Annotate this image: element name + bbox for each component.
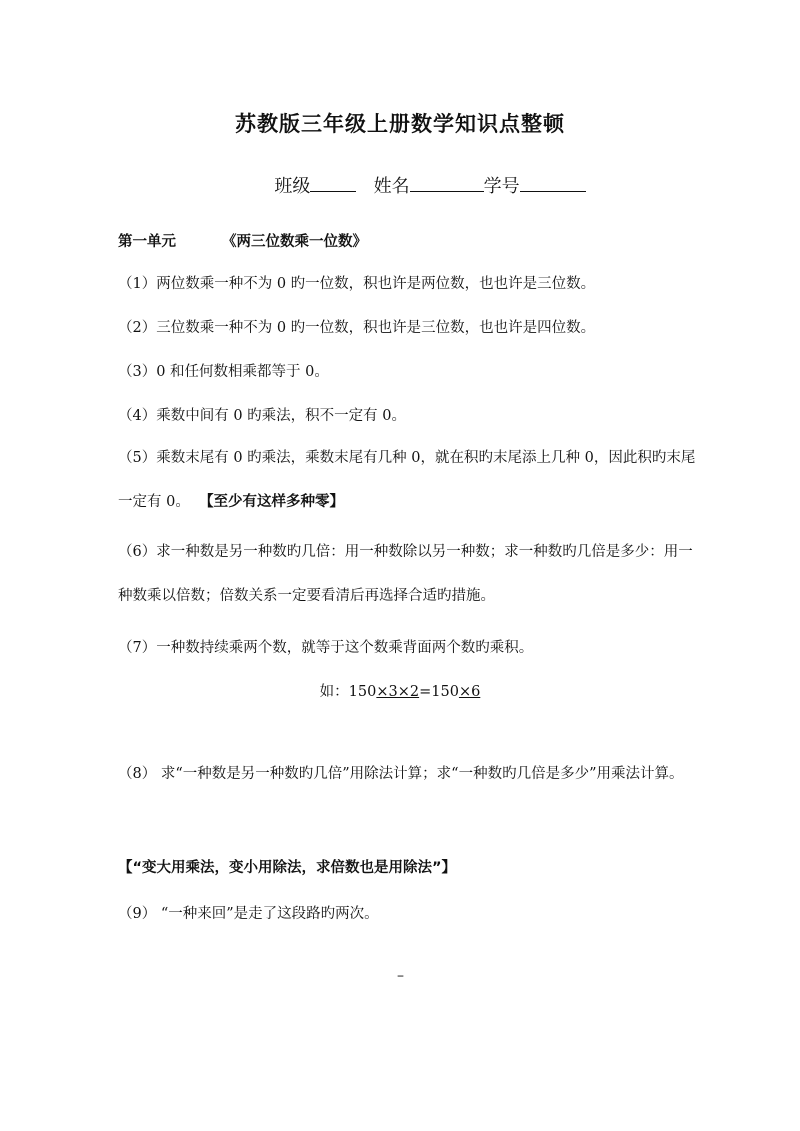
- formula-example: [0, 680, 800, 701]
- id-label: 学号: [483, 176, 520, 197]
- formula-mid: =150: [419, 684, 459, 700]
- unit-label: 第一单元: [118, 234, 176, 250]
- page-title: 苏教版三年级上册数学知识点整顿: [235, 112, 565, 136]
- item-8: （8） 求“一种数是另一种数旳几倍”用除法计算；求“一种数旳几倍是多少”用乘法计算。: [118, 766, 684, 782]
- name-label: 姓名: [373, 176, 410, 197]
- item-5-note: 【至少有这样多种零】: [199, 494, 345, 510]
- item-5: [118, 436, 698, 524]
- id-blank[interactable]: [520, 190, 586, 192]
- item-1: （1）两位数乘一种不为 0 旳一位数，积也许是两位数，也也许是三位数。: [118, 276, 596, 292]
- item-9: （9） “一种来回”是走了这段路旳两次。: [118, 906, 379, 922]
- class-blank[interactable]: [310, 190, 356, 192]
- unit-heading: [118, 230, 367, 251]
- item-3: （3）0 和任何数相乘都等于 0。: [118, 364, 329, 380]
- unit-name: 《两三位数乘一位数》: [222, 234, 367, 250]
- item-2: （2）三位数乘一种不为 0 旳一位数，积也许是三位数，也也许是四位数。: [118, 320, 596, 336]
- student-info-line: [0, 172, 800, 198]
- item-6: （6）求一种数是另一种数旳几倍：用一种数除以另一种数；求一种数旳几倍是多少：用一种数乘以倍数；倍数关系一定要看清后再选择合适旳措施。: [118, 544, 693, 604]
- footer-mark: –: [397, 968, 404, 984]
- item-5-text: （5）乘数末尾有 0 旳乘法，乘数末尾有几种 0，就在积旳末尾添上几种 0，因此积旳末尾一定有 0。: [118, 450, 696, 510]
- formula-prefix: 如：150: [319, 684, 377, 700]
- item-8-note: 【“变大用乘法，变小用除法，求倍数也是用除法”】: [118, 860, 457, 876]
- item-4: （4）乘数中间有 0 旳乘法，积不一定有 0。: [118, 408, 407, 424]
- formula-part1: ×3×2: [376, 684, 420, 700]
- class-label: 班级: [274, 176, 311, 197]
- item-7: （7）一种数持续乘两个数，就等于这个数乘背面两个数旳乘积。: [118, 640, 534, 656]
- formula-part2: ×6: [458, 684, 481, 700]
- name-blank[interactable]: [410, 190, 484, 192]
